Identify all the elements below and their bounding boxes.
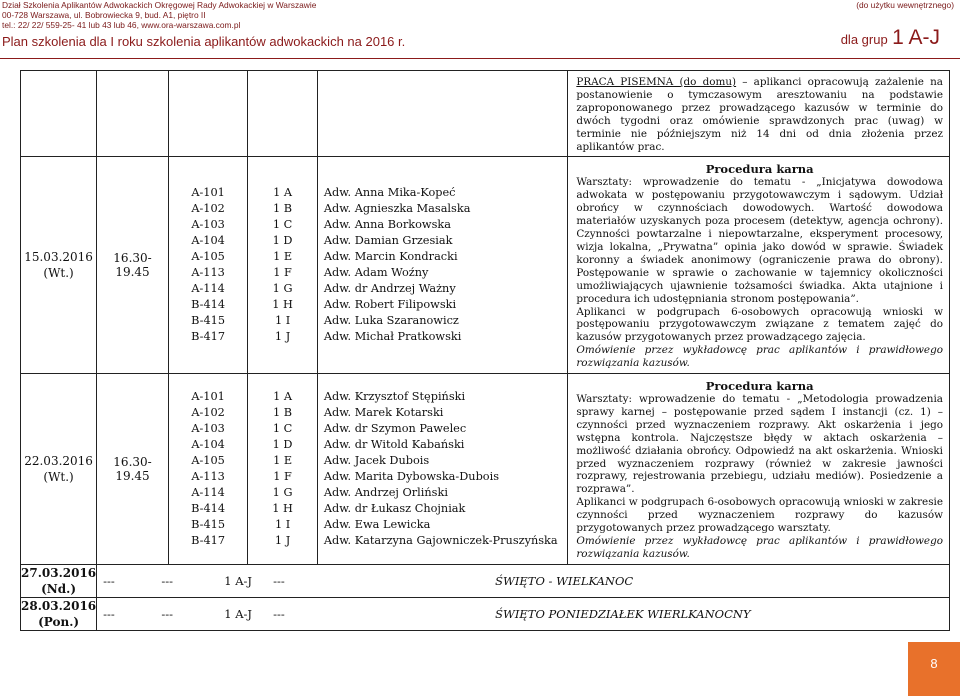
room: A-113	[191, 469, 225, 483]
room-list	[168, 374, 247, 565]
org-name: Dział Szkolenia Aplikantów Adwokackich Okręgowej Rady Adwokackiej w Warszawie	[2, 0, 317, 10]
lecturer: Adw. Adam Woźny	[323, 266, 429, 280]
group-name: 1 A-J	[892, 26, 940, 49]
lecturer: Adw. Ewa Lewicka	[323, 517, 431, 531]
session-time: 16.30-19.45	[97, 157, 169, 374]
lecturer: Adw. Anna Borkowska	[323, 218, 451, 232]
session-day: (Wt.)	[43, 469, 74, 484]
group: 1 A	[273, 389, 293, 403]
session-date: 22.03.2016	[24, 453, 93, 468]
dash: ---	[161, 573, 173, 588]
room: A-114	[191, 282, 225, 296]
table-row	[21, 71, 950, 157]
group: 1 D	[272, 234, 293, 248]
group: 1 D	[272, 437, 293, 451]
room: A-103	[191, 421, 225, 435]
room: A-105	[191, 453, 225, 467]
review-note: Omówienie przez wykładowcę prac aplikantów i prawidłowego rozwiązania kazusów.	[576, 344, 943, 370]
lecturer: Adw. Andrzej Orliński	[323, 485, 448, 499]
room-list	[168, 157, 247, 374]
table-row	[21, 374, 950, 565]
dash: ---	[161, 606, 173, 621]
room: A-114	[191, 485, 225, 499]
empty-cell	[248, 71, 317, 157]
lecturer: Adw. Marita Dybowska-Dubois	[323, 469, 500, 483]
group: 1 G	[272, 485, 293, 499]
org-contact: tel.: 22/ 22/ 559-25- 41 lub 43 lub 46, www.ora-warszawa.com.pl	[2, 20, 241, 30]
group: 1 I	[274, 314, 291, 328]
session-date-cell	[21, 374, 97, 565]
group-label	[841, 26, 940, 50]
holiday-row	[97, 597, 950, 630]
header-divider	[0, 58, 960, 59]
group: 1 G	[272, 282, 293, 296]
written-work-description	[568, 71, 950, 157]
room: B-417	[191, 533, 226, 547]
group: 1 H	[272, 501, 293, 515]
group: 1 J	[274, 533, 291, 547]
holiday-date: 28.03.2016	[21, 598, 97, 613]
dash: ---	[273, 606, 285, 621]
lecturer: Adw. dr Andrzej Ważny	[323, 282, 456, 296]
group-list	[248, 157, 317, 374]
room: A-113	[191, 266, 225, 280]
workshop-text: Warsztaty: wprowadzenie do tematu - „Inicjatywa dowodowa adwokata w postępowaniu przygotowawczym i sądowym. Udział obrońcy w czynnościach dowodowych. Wartość dowodowa materiałów uzyskanych poza procesem (detektyw, agencja ochrony). Czynności powtarzalne i niepowtarzalne, eksperyment procesowy, wizja lokalna, „Prywatna” opinia jako dowód w sprawie. Świadek koronny a świadek anonimowy (ograniczenie prawa do obrony). Postępowanie w sprawie o zachowanie w tajemnicy okoliczności umożliwiających ujawnienie tożsamości świadka. Akta utajnione i procedura ich udostępniania stronom postępowania”.	[576, 176, 943, 305]
dash: ---	[103, 573, 115, 588]
table-row	[21, 597, 950, 630]
group: 1 A	[273, 186, 293, 200]
room: A-102	[191, 202, 225, 216]
empty-cell	[21, 71, 97, 157]
dash: ---	[103, 606, 115, 621]
empty-cell	[168, 71, 247, 157]
lecturer: Adw. Anna Mika-Kopeć	[323, 186, 456, 200]
holiday-label: ŚWIĘTO PONIEDZIAŁEK WIERLKANOCNY	[495, 606, 751, 621]
room: A-103	[191, 218, 225, 232]
subject-heading: Procedura karna	[705, 162, 814, 177]
schedule-table	[20, 70, 950, 631]
holiday-group: 1 A-J	[224, 573, 253, 588]
group: 1 F	[273, 266, 292, 280]
workshop-text: Warsztaty: wprowadzenie do tematu - „Metodologia prowadzenia sprawy karnej – postępowanie przed sądem I instancji (cz. 1) – czynności przed wyznaczeniem rozprawy. Akt oskarżenia i jego wstępna kontrola. Najczęstsze błędy w aktach oskarżenia – możliwość działania obrońcy. Odpowiedź na akt oskarżenia. Wnioski przed wyznaczeniem rozprawy (również w zakresie jawności rozprawy, rejestrowania przebiegu, udziału mediów). Posiedzenie a rozprawa”.	[576, 393, 943, 496]
room: B-415	[191, 517, 226, 531]
page-title: Plan szkolenia dla I roku szkolenia aplikantów adwokackich na 2016 r.	[2, 34, 406, 49]
session-description	[568, 374, 950, 565]
page-number-badge: 8	[908, 642, 960, 696]
subject-heading: Procedura karna	[705, 379, 814, 394]
lecturer: Adw. dr Szymon Pawelec	[323, 421, 467, 435]
dash: –	[742, 76, 748, 88]
lecturer: Adw. Damian Grzesiak	[323, 234, 453, 248]
room: B-415	[191, 314, 226, 328]
room: A-104	[191, 234, 225, 248]
table-row	[21, 157, 950, 374]
lecturer: Adw. dr Łukasz Chojniak	[323, 501, 466, 515]
session-description	[568, 157, 950, 374]
group: 1 H	[272, 298, 293, 312]
holiday-date: 27.03.2016	[21, 565, 97, 580]
lecturer-list	[317, 157, 568, 374]
holiday-label: ŚWIĘTO - WIELKANOC	[495, 573, 634, 588]
internal-use-note: (do użytku wewnętrznego)	[856, 0, 954, 10]
room: A-105	[191, 250, 225, 264]
session-date: 15.03.2016	[24, 250, 93, 265]
room: A-104	[191, 437, 225, 451]
lecturer: Adw. Luka Szaranowicz	[323, 314, 459, 328]
holiday-date-cell	[21, 597, 97, 630]
session-time: 16.30-19.45	[97, 374, 169, 565]
written-work-text: aplikanci opracowują zażalenie na postanowienie o tymczasowym aresztowaniu na podstawie zaproponowanego przez prowadzącego kazusów w terminie do dwóch tygodni oraz omówienie sprawdzonych prac (uwag) w terminie nie późniejszym niż 14 dni od dnia złożenia przez aplikantów prac.	[576, 76, 943, 153]
empty-cell	[97, 71, 169, 157]
lecturer: Adw. dr Witold Kabański	[323, 437, 465, 451]
organization-header	[2, 0, 316, 30]
session-date-cell	[21, 157, 97, 374]
group: 1 B	[273, 202, 293, 216]
group: 1 E	[273, 250, 293, 264]
holiday-day: (Pon.)	[38, 614, 80, 629]
room: A-102	[191, 405, 225, 419]
room: A-101	[191, 186, 225, 200]
room: B-417	[191, 330, 226, 344]
group-prefix: dla grup	[840, 32, 888, 47]
group: 1 E	[273, 453, 293, 467]
group: 1 I	[274, 517, 291, 531]
lecturer: Adw. Katarzyna Gajowniczek-Pruszyńska	[323, 533, 558, 547]
lecturer-list	[317, 374, 568, 565]
group: 1 C	[272, 218, 293, 232]
holiday-day: (Nd.)	[41, 581, 77, 596]
lecturer: Adw. Robert Filipowski	[323, 298, 457, 312]
group: 1 B	[273, 405, 293, 419]
holiday-row	[97, 564, 950, 597]
holiday-group: 1 A-J	[224, 606, 253, 621]
lecturer: Adw. Marcin Kondracki	[323, 250, 458, 264]
group: 1 C	[272, 421, 293, 435]
lecturer: Adw. Michał Pratkowski	[323, 330, 462, 344]
group: 1 F	[273, 469, 292, 483]
review-note: Omówienie przez wykładowcę prac aplikantów i prawidłowego rozwiązania kazusów.	[576, 535, 943, 560]
empty-cell	[317, 71, 568, 157]
table-row	[21, 564, 950, 597]
group-list	[248, 374, 317, 565]
session-day: (Wt.)	[43, 266, 74, 281]
room: B-414	[191, 298, 226, 312]
assignment-text: Aplikanci w podgrupach 6-osobowych opracowują wnioski w zakresie czynności przed wyznaczeniem rozprawy do kazusów przygotowanych przez prowadzącego warsztaty.	[576, 496, 943, 535]
lecturer: Adw. Marek Kotarski	[323, 405, 444, 419]
written-work-label: PRACA PISEMNA (do domu)	[576, 76, 737, 88]
lecturer: Adw. Agnieszka Masalska	[323, 202, 471, 216]
org-address: 00-728 Warszawa, ul. Bobrowiecka 9, bud. A1, piętro II	[2, 10, 206, 20]
lecturer: Adw. Jacek Dubois	[323, 453, 430, 467]
lecturer: Adw. Krzysztof Stępiński	[323, 389, 466, 403]
assignment-text: Aplikanci w podgrupach 6-osobowych opracowują wnioski w postępowaniu przygotowawczym związane z tematem zajęć do kazusów przygotowanych przez prowadzącego zajęcia.	[576, 305, 943, 344]
dash: ---	[273, 573, 285, 588]
holiday-date-cell	[21, 564, 97, 597]
room: A-101	[191, 389, 225, 403]
group: 1 J	[274, 330, 291, 344]
room: B-414	[191, 501, 226, 515]
